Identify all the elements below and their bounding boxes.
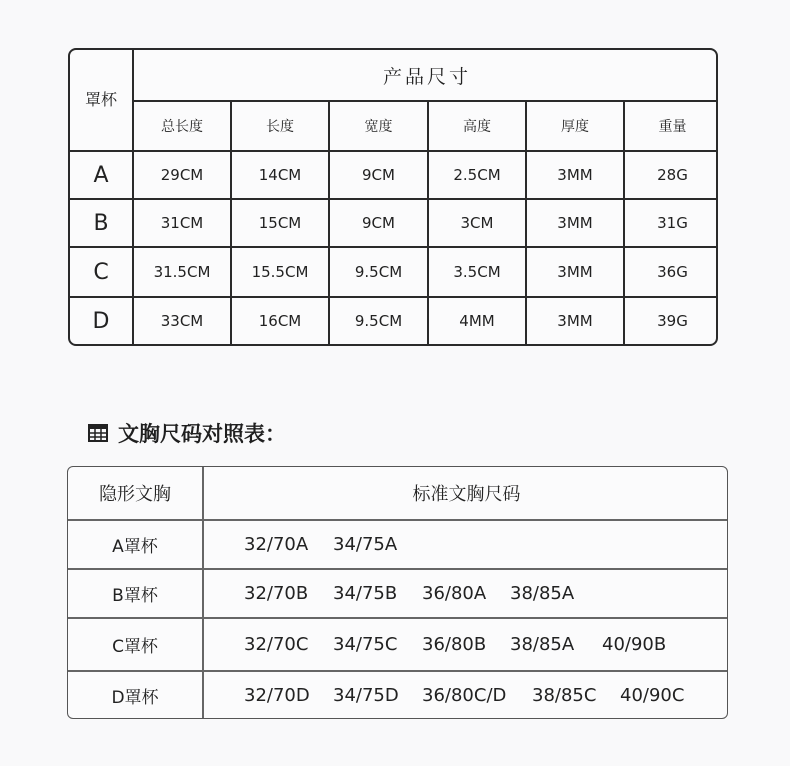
table-cell: 39G <box>657 312 688 330</box>
table-cell: 3MM <box>557 166 593 184</box>
size-code: 32/70D <box>244 684 310 706</box>
size-list <box>204 570 728 617</box>
bra-size-chart-table <box>67 466 728 719</box>
column-header-total-length: 总长度 <box>161 119 203 135</box>
table-cell: 36G <box>657 263 688 281</box>
table-cell: 9.5CM <box>354 263 403 281</box>
cup-label: B <box>93 210 109 236</box>
size-code: 32/70B <box>244 583 309 604</box>
size-code: 34/75D <box>333 684 399 706</box>
table-cell: 29CM <box>160 166 204 184</box>
cup-row-label: D罩杯 <box>111 687 159 708</box>
table-cell: 9.5CM <box>354 312 403 330</box>
table-cell: 3MM <box>557 214 593 232</box>
table-cell: 3MM <box>557 263 593 281</box>
size-code: 36/80C/D <box>422 684 507 706</box>
cup-label: D <box>92 308 110 334</box>
size-code: 32/70A <box>244 534 309 555</box>
cup-label: C <box>93 259 109 285</box>
size-code: 32/70C <box>244 634 309 655</box>
size-code: 40/90C <box>620 684 685 706</box>
table-cell: 3.5CM <box>453 263 501 281</box>
size-code: 38/85A <box>510 634 575 655</box>
table-cell: 31.5CM <box>153 263 211 281</box>
table-cell: 28G <box>657 166 688 184</box>
table-cell: 9CM <box>362 214 395 232</box>
column-header-standard-size: 标准文胸尺码 <box>412 484 521 505</box>
table-cell: 4MM <box>459 312 495 330</box>
table-cell: 9CM <box>362 166 395 184</box>
size-code: 40/90B <box>602 634 667 655</box>
table-cell: 15.5CM <box>251 263 309 281</box>
table-cell: 16CM <box>258 312 302 330</box>
size-code: 34/75C <box>333 634 398 655</box>
cup-label: A <box>93 162 109 188</box>
table-cell: 2.5CM <box>453 166 501 184</box>
section-title: 文胸尺码对照表： <box>118 422 286 446</box>
column-header-invisible-bra: 隐形文胸 <box>99 484 171 505</box>
size-code: 38/85A <box>510 583 575 604</box>
product-size-table <box>68 48 718 346</box>
cup-row-label: C罩杯 <box>112 637 158 657</box>
table-cell: 31G <box>657 214 688 232</box>
column-header-height: 高度 <box>463 119 491 135</box>
size-code: 34/75A <box>333 534 398 555</box>
column-header-thickness: 厚度 <box>561 119 589 135</box>
column-header-length: 长度 <box>266 119 294 135</box>
table-title: 产品尺寸 <box>382 65 471 88</box>
cup-row-label: A罩杯 <box>112 537 158 557</box>
column-header-weight: 重量 <box>658 119 687 135</box>
size-list <box>204 672 728 718</box>
table-cell: 33CM <box>160 312 204 330</box>
table-cell: 14CM <box>258 166 302 184</box>
size-list <box>204 521 728 568</box>
cup-header: 罩杯 <box>84 89 117 109</box>
section-heading <box>88 418 286 448</box>
size-code: 36/80B <box>422 634 487 655</box>
size-code: 38/85C <box>532 684 597 706</box>
column-header-width: 宽度 <box>364 119 393 135</box>
size-code: 34/75B <box>333 583 398 604</box>
table-cell: 31CM <box>160 214 204 232</box>
table-grid-icon <box>88 424 108 442</box>
size-list <box>204 619 728 670</box>
table-cell: 15CM <box>258 214 302 232</box>
table-cell: 3MM <box>557 312 593 330</box>
table-cell: 3CM <box>460 214 494 232</box>
size-code: 36/80A <box>422 583 487 604</box>
cup-row-label: B罩杯 <box>112 586 158 606</box>
